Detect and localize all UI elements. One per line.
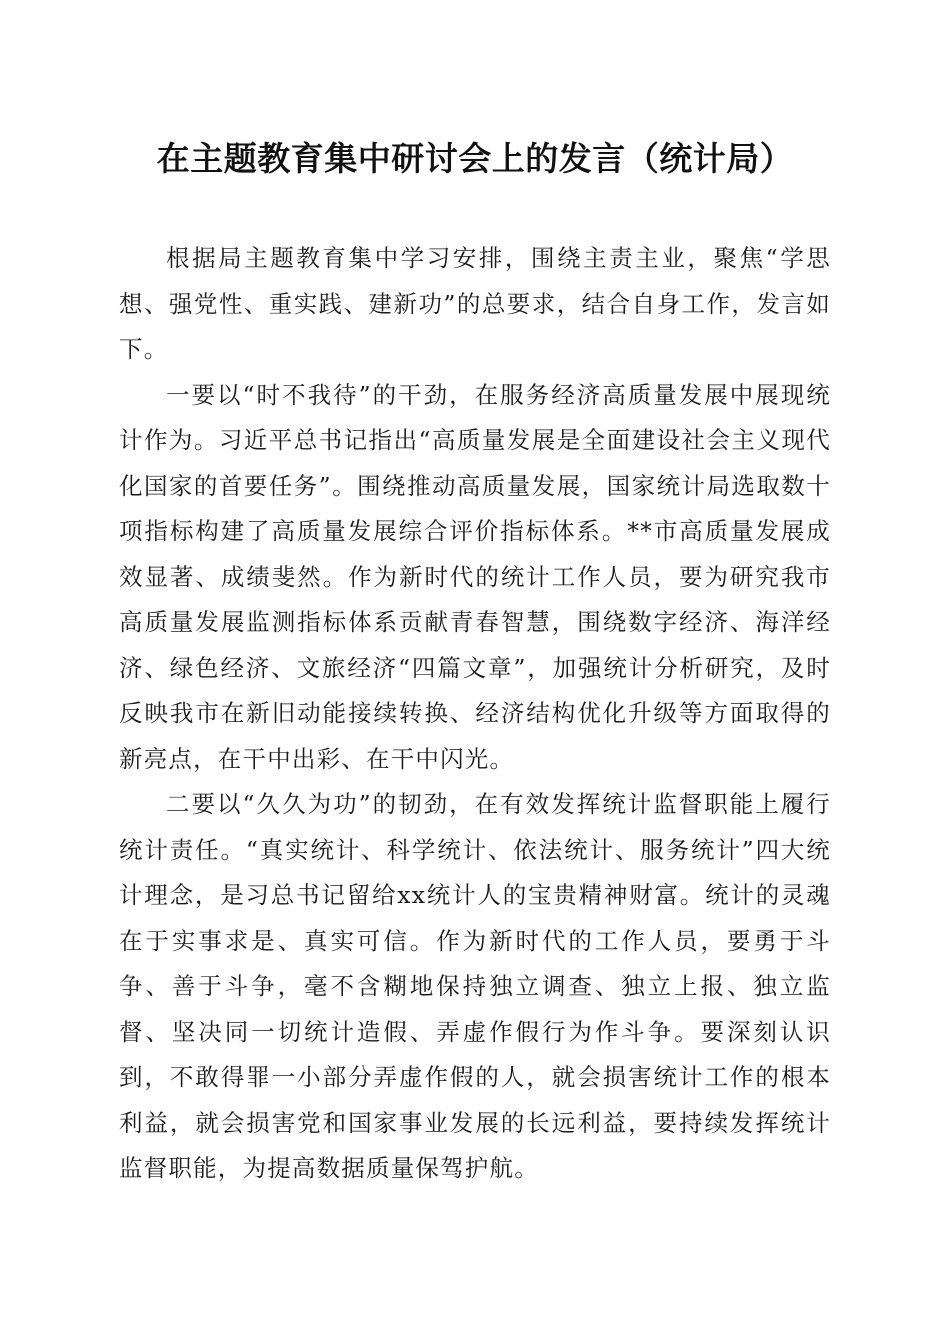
document-body bbox=[119, 236, 831, 1192]
paragraph-intro: 根据局主题教育集中学习安排，围绕主责主业，聚焦“学思想、强党性、重实践、建新功”的总要求，结合自身工作，发言如下。 bbox=[119, 244, 831, 363]
paragraph-point-two: 二要以“久久为功”的韧劲，在有效发挥统计监督职能上履行统计责任。“真实统计、科学统计、依法统计、服务统计”四大统计理念，是习总书记留给xx统计人的宝贵精神财富。统计的灵魂在于实事求是、真实可信。作为新时代的工作人员，要勇于斗争、善于斗争，毫不含糊地保持独立调查、独立上报、独立监督、坚决同一切统计造假、弄虚作假行为作斗争。要深刻认识到，不敢得罪一小部分弄虚作假的人，就会损害统计工作的根本利益，就会损害党和国家事业发展的长远利益，要持续发挥统计监督职能，为提高数据质量保驾护航。 bbox=[119, 790, 831, 1182]
document-title: 在主题教育集中研讨会上的发言（统计局） bbox=[156, 139, 794, 178]
paragraph-point-one: 一要以“时不我待”的干劲，在服务经济高质量发展中展现统计作为。习近平总书记指出“高质量发展是全面建设社会主义现代化国家的首要任务”。围绕推动高质量发展，国家统计局选取数十项指标构建了高质量发展综合评价指标体系。**市高质量发展成效显著、成绩斐然。作为新时代的统计工作人员，要为研究我市高质量发展监测指标体系贡献青春智慧，围绕数字经济、海洋经济、绿色经济、文旅经济“四篇文章”，加强统计分析研究，及时反映我市在新旧动能接续转换、经济结构优化升级等方面取得的新亮点，在干中出彩、在干中闪光。 bbox=[119, 380, 831, 773]
